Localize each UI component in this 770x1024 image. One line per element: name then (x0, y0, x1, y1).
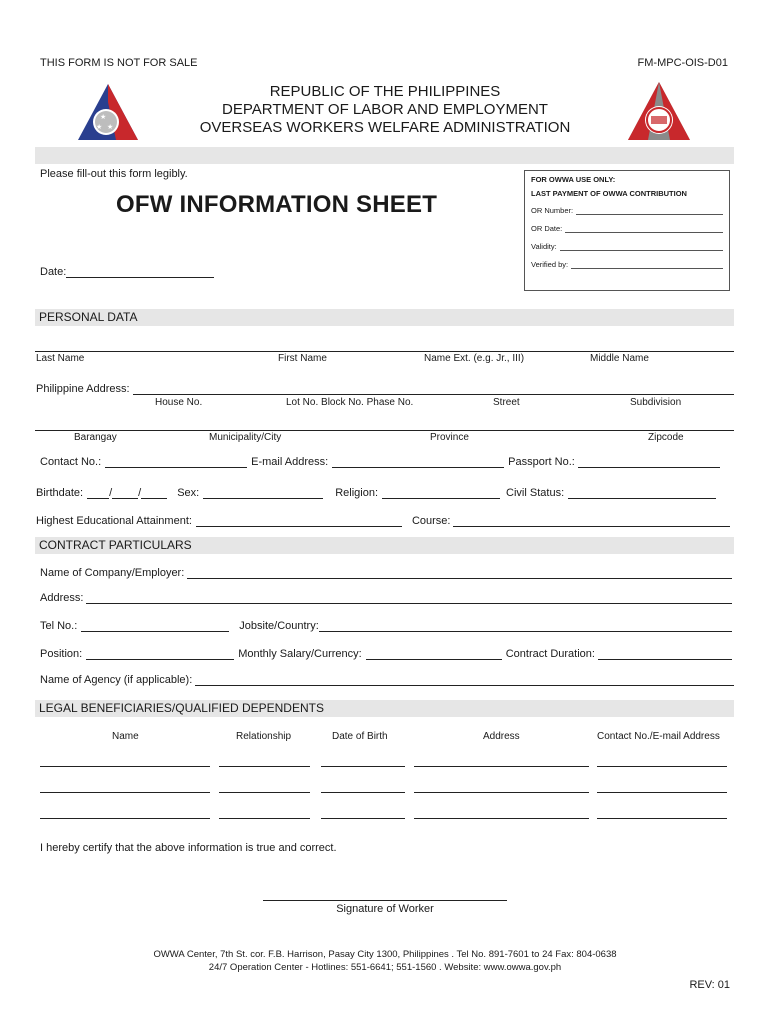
svg-text:★: ★ (107, 124, 114, 131)
or-number-field[interactable] (531, 206, 723, 215)
passport-label: Passport No.: (508, 456, 575, 468)
fill-instruction: Please fill-out this form legibly. (40, 168, 188, 180)
or-date-field[interactable] (531, 224, 723, 233)
tel-input[interactable] (81, 620, 229, 632)
name-ext-label: Name Ext. (e.g. Jr., III) (424, 353, 525, 364)
employer-address-label: Address: (40, 592, 84, 604)
tel-label: Tel No.: (40, 620, 78, 632)
date-label: Date: (40, 266, 67, 278)
civil-status-input[interactable] (568, 487, 716, 499)
certify-statement: I hereby certify that the above information is true and correct. (40, 842, 337, 854)
religion-label: Religion: (335, 487, 379, 499)
education-input[interactable] (196, 515, 402, 527)
zipcode-label: Zipcode (648, 432, 684, 443)
birthdate-label: Birthdate: (36, 487, 84, 499)
contact-label: Contact No.: (40, 456, 102, 468)
name-line[interactable] (35, 351, 734, 352)
education-label: Highest Educational Attainment: (36, 515, 192, 527)
tel-jobsite-row (40, 620, 732, 632)
verified-by-label: Verified by: (531, 260, 569, 269)
beneficiary-2-relationship-input[interactable] (219, 792, 310, 793)
beneficiary-2-contact-input[interactable] (597, 792, 727, 793)
beneficiary-3-contact-input[interactable] (597, 818, 727, 819)
section-personal-data: PERSONAL DATA (35, 309, 734, 326)
validity-label: Validity: (531, 242, 557, 251)
owwa-logo-icon (626, 80, 692, 142)
province-label: Province (430, 432, 469, 443)
owwa-box-subheading: LAST PAYMENT OF OWWA CONTRIBUTION (531, 189, 687, 198)
beneficiary-2-dob-input[interactable] (321, 792, 405, 793)
contact-input[interactable] (105, 456, 247, 468)
beneficiary-2-address-input[interactable] (414, 792, 589, 793)
agency-field[interactable] (40, 674, 734, 686)
company-input[interactable] (187, 567, 732, 579)
col-contact-header: Contact No./E-mail Address (597, 731, 720, 742)
address-label: Philippine Address: (36, 383, 130, 395)
address-line-1[interactable] (133, 383, 734, 395)
course-input[interactable] (453, 515, 730, 527)
sex-label: Sex: (177, 487, 200, 499)
validity-field[interactable] (531, 242, 723, 251)
position-label: Position: (40, 648, 83, 660)
col-relationship-header: Relationship (236, 731, 292, 742)
not-for-sale-notice: THIS FORM IS NOT FOR SALE (40, 57, 198, 69)
email-label: E-mail Address: (251, 456, 329, 468)
barangay-label: Barangay (74, 432, 117, 443)
date-line[interactable] (66, 266, 214, 278)
beneficiary-1-address-input[interactable] (414, 766, 589, 767)
header-agency: OVERSEAS WORKERS WELFARE ADMINISTRATION (199, 119, 571, 136)
salary-input[interactable] (366, 648, 502, 660)
signature-line[interactable] (263, 900, 507, 901)
religion-input[interactable] (382, 487, 500, 499)
beneficiary-1-contact-input[interactable] (597, 766, 727, 767)
agency-input[interactable] (195, 674, 734, 686)
jobsite-input[interactable] (319, 620, 732, 632)
footer-hotlines: 24/7 Operation Center - Hotlines: 551-6641; 551-1560 . Website: www.owwa.gov.ph (208, 962, 562, 973)
agency-label: Name of Agency (if applicable): (40, 674, 193, 686)
last-name-label: Last Name (36, 353, 85, 364)
col-address-header: Address (483, 731, 520, 742)
beneficiary-3-dob-input[interactable] (321, 818, 405, 819)
svg-text:★: ★ (100, 114, 107, 121)
passport-input[interactable] (578, 456, 720, 468)
beneficiary-1-name-input[interactable] (40, 766, 210, 767)
company-field[interactable] (40, 567, 732, 579)
duration-label: Contract Duration: (505, 648, 595, 660)
philippine-address-field[interactable] (36, 383, 734, 395)
position-input[interactable] (86, 648, 234, 660)
education-row (36, 515, 730, 527)
header-divider-bar (35, 147, 734, 164)
beneficiary-2-name-input[interactable] (40, 792, 210, 793)
street-label: Street (493, 397, 520, 408)
first-name-label: First Name (278, 353, 327, 364)
house-no-label: House No. (155, 397, 203, 408)
lot-no-label: Lot No. Block No. Phase No. (286, 397, 414, 408)
middle-name-label: Middle Name (590, 353, 649, 364)
birth-day-input[interactable] (112, 487, 138, 499)
address-line-2[interactable] (35, 430, 734, 431)
beneficiary-3-address-input[interactable] (414, 818, 589, 819)
municipality-label: Municipality/City (209, 432, 282, 443)
position-row (40, 648, 732, 660)
duration-input[interactable] (598, 648, 732, 660)
col-dob-header: Date of Birth (332, 731, 388, 742)
svg-text:★: ★ (96, 124, 103, 131)
civil-status-label: Civil Status: (506, 487, 565, 499)
contact-row (40, 456, 730, 468)
subdivision-label: Subdivision (630, 397, 682, 408)
revision-number: REV: 01 (689, 979, 730, 991)
owwa-use-only-box (524, 170, 730, 291)
verified-by-field[interactable] (531, 260, 723, 269)
beneficiary-3-relationship-input[interactable] (219, 818, 310, 819)
form-title: OFW INFORMATION SHEET (116, 191, 438, 218)
company-label: Name of Company/Employer: (40, 567, 185, 579)
employer-address-input[interactable] (86, 592, 732, 604)
course-label: Course: (411, 515, 451, 527)
footer-address: OWWA Center, 7th St. cor. F.B. Harrison, Pasay City 1300, Philippines . Tel No. 891-7601 to 24 Fax: 804-0638 (153, 949, 617, 960)
header-republic: REPUBLIC OF THE PHILIPPINES (269, 83, 501, 100)
birth-year-input[interactable] (141, 487, 167, 499)
beneficiary-1-dob-input[interactable] (321, 766, 405, 767)
birth-month-input[interactable] (87, 487, 109, 499)
salary-label: Monthly Salary/Currency: (238, 648, 362, 660)
beneficiary-1-relationship-input[interactable] (219, 766, 310, 767)
or-date-label: OR Date: (531, 224, 563, 233)
section-beneficiaries: LEGAL BENEFICIARIES/QUALIFIED DEPENDENTS (35, 700, 734, 717)
header-department: DEPARTMENT OF LABOR AND EMPLOYMENT (222, 101, 548, 118)
form-code: FM-MPC-OIS-D01 (637, 57, 728, 69)
signature-label: Signature of Worker (336, 903, 434, 915)
date-field[interactable] (40, 266, 214, 278)
section-contract-particulars: CONTRACT PARTICULARS (35, 537, 734, 554)
owwa-box-heading: FOR OWWA USE ONLY: (531, 175, 616, 184)
sex-input[interactable] (203, 487, 323, 499)
employer-address-field[interactable] (40, 592, 732, 604)
beneficiary-3-name-input[interactable] (40, 818, 210, 819)
jobsite-label: Jobsite/Country: (239, 620, 319, 632)
or-number-label: OR Number: (531, 206, 574, 215)
col-name-header: Name (112, 731, 139, 742)
email-input[interactable] (332, 456, 504, 468)
birthdate-row: Birthdate: / / Sex: Religion: Civil Status: (36, 487, 730, 499)
